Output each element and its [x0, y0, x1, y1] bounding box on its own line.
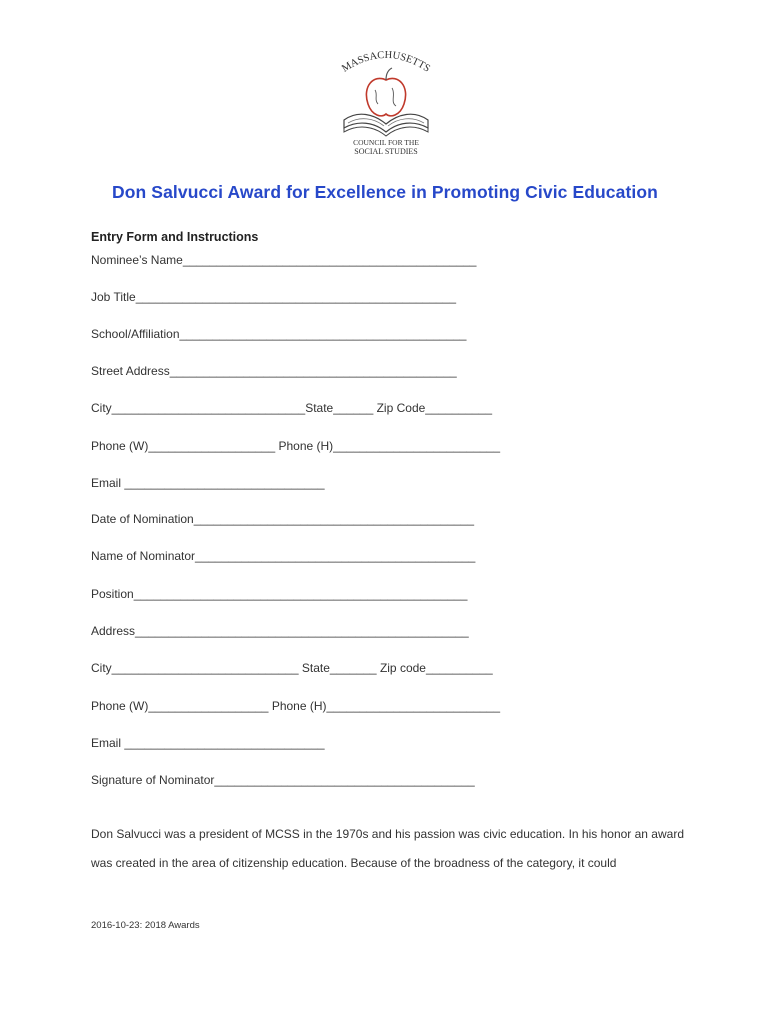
nominator-phone-field[interactable]: Phone (W)__________________ Phone (H)__________________________ [91, 699, 501, 713]
nominee-phone-field[interactable]: Phone (W)___________________ Phone (H)_________________________ [91, 439, 501, 453]
city-state-zip-field[interactable]: City_____________________________State______ Zip Code__________ [91, 401, 493, 415]
nominator-city-state-zip-field[interactable]: City____________________________ State_______ Zip code__________ [91, 661, 493, 675]
open-book-apple-icon [330, 44, 442, 156]
logo-line-1: COUNCIL FOR THE [353, 138, 419, 147]
job-title-field[interactable]: Job Title________________________________________________ [91, 290, 457, 304]
page-footer: 2016-10-23: 2018 Awards [91, 920, 200, 931]
logo-line-2: SOCIAL STUDIES [354, 147, 418, 156]
mcss-logo [330, 44, 442, 156]
nominee-email-field[interactable]: Email ______________________________ [91, 476, 325, 490]
nominator-name-field[interactable]: Name of Nominator__________________________________________ [91, 549, 476, 563]
street-address-field[interactable]: Street Address___________________________________________ [91, 364, 457, 378]
section-subheading: Entry Form and Instructions [91, 230, 259, 244]
logo-arc-text: MASSACHUSETTS [340, 49, 432, 75]
nominator-position-field[interactable]: Position__________________________________________________ [91, 587, 468, 601]
school-affiliation-field[interactable]: School/Affiliation___________________________________________ [91, 327, 467, 341]
date-of-nomination-field[interactable]: Date of Nomination__________________________________________ [91, 512, 475, 526]
nominator-email-field[interactable]: Email ______________________________ [91, 736, 325, 750]
nominator-signature-field[interactable]: Signature of Nominator_______________________________________ [91, 773, 475, 787]
page-title: Don Salvucci Award for Excellence in Promoting Civic Education [112, 182, 658, 202]
nominee-name-field[interactable]: Nominee’s Name____________________________________________ [91, 253, 477, 267]
description-paragraph: Don Salvucci was a president of MCSS in the 1970s and his passion was civic education. In his honor an award was created in the area of citizenship education. Because of the broadness of the category, it could [91, 827, 684, 870]
nominator-address-field[interactable]: Address__________________________________________________ [91, 624, 469, 638]
